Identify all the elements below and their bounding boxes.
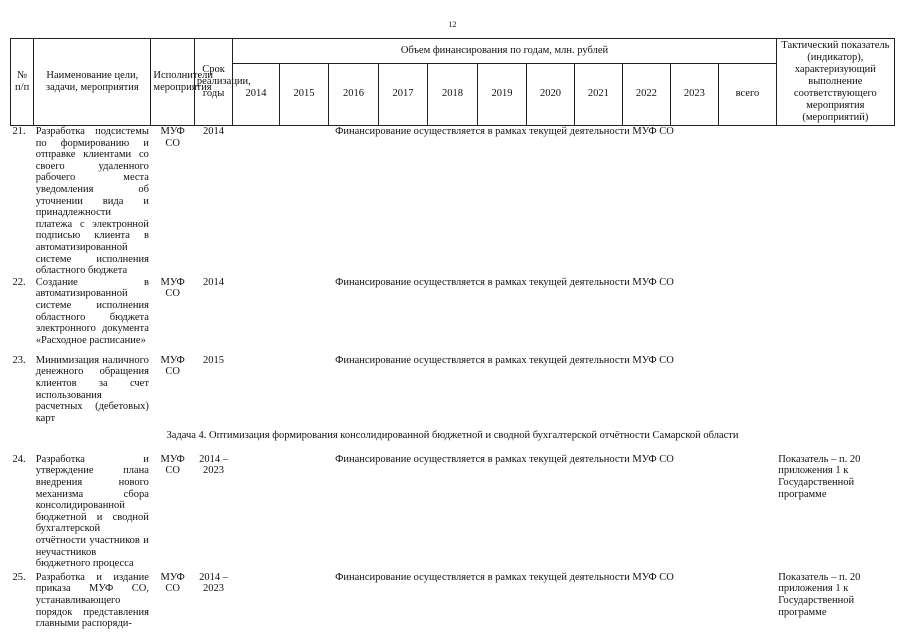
row-term: 2014 – 2023 (199, 453, 228, 477)
row-funding: Финансирование осуществляется в рамках текущей деятельности МУФ СО (335, 571, 674, 583)
program-table (10, 38, 895, 634)
header-year: 2014 (233, 63, 279, 125)
header-funding: Объем финансирования по годам, млн. рублей (233, 39, 776, 64)
header-total: всего (719, 63, 777, 125)
header-year: 2016 (329, 63, 379, 125)
header-name: Наименование цели, задачи, мероприятия (34, 39, 151, 126)
table-row (11, 454, 895, 572)
page-number: 12 (448, 20, 457, 29)
row-funding: Финансирование осуществляется в рамках текущей деятельности МУФ СО (335, 276, 674, 288)
header-indicator: Тактический показатель (индикатор), характеризующий выполнение соответствующего мероприятия (мероприятий) (776, 39, 894, 126)
table-header (11, 39, 895, 126)
row-num: 21. (12, 126, 26, 137)
header-year: 2022 (623, 63, 670, 125)
table-row (11, 572, 895, 634)
table-row (11, 277, 895, 355)
header-term: Срок реализации, годы (194, 39, 232, 126)
row-term: 2015 (203, 354, 225, 366)
task-heading: Задача 4. Оптимизация формирования консолидированной бюджетной и сводной бухгалтерской отчётности Самарской области (166, 430, 739, 442)
header-year: 2020 (527, 63, 574, 125)
row-executor: МУФ СО (160, 354, 185, 378)
header-num: № п/п (11, 39, 34, 126)
header-year: 2021 (574, 63, 622, 125)
row-name: Разработка и утверждение плана внедрения нового механизма сбора консолидированной бюджетной и сводной бухгалтерской отчётности участников и неучастников бюджетного процесса (35, 453, 149, 570)
row-indicator (776, 277, 894, 355)
row-num: 24. (12, 453, 26, 465)
row-name: Разработка и издание приказа МУФ СО, устанавливающего порядок представления главными распоряди- (35, 571, 149, 630)
header-year: 2015 (279, 63, 329, 125)
row-indicator: Показатель – п. 20 приложения 1 к Государственной программе (778, 453, 861, 500)
header-year: 2017 (378, 63, 428, 125)
row-term: 2014 (203, 126, 225, 137)
row-name: Создание в автоматизированной системе исполнения областного бюджета электронного документа «Расходное расписание» (35, 276, 149, 346)
header-year: 2023 (670, 63, 718, 125)
row-num: 23. (12, 354, 26, 366)
row-term: 2014 (203, 276, 225, 288)
header-executor: Исполнители мероприятия (151, 39, 194, 126)
row-executor: МУФ СО (160, 126, 185, 149)
task-heading-row (11, 424, 895, 454)
row-funding: Финансирование осуществляется в рамках текущей деятельности МУФ СО (335, 126, 674, 137)
header-year: 2018 (428, 63, 478, 125)
row-executor: МУФ СО (160, 571, 185, 595)
row-executor: МУФ СО (160, 453, 185, 477)
row-funding: Финансирование осуществляется в рамках текущей деятельности МУФ СО (335, 354, 674, 366)
row-indicator (776, 355, 894, 425)
table-row (11, 355, 895, 425)
row-executor: МУФ СО (160, 276, 185, 300)
row-term: 2014 – 2023 (199, 571, 228, 595)
header-year: 2019 (477, 63, 527, 125)
row-num: 25. (12, 571, 26, 583)
row-funding: Финансирование осуществляется в рамках текущей деятельности МУФ СО (335, 453, 674, 465)
row-indicator: Показатель – п. 20 приложения 1 к Государственной программе (778, 571, 861, 618)
row-num: 22. (12, 276, 26, 288)
table-row (11, 126, 895, 277)
row-name: Разработка подсистемы по формированию и отправке клиентами со своего удаленного рабочего места уведомления об уточнении вида и принадлежности платежа с электронной подписью клиента в автоматизированной системе исполнения областного бюджета (35, 126, 149, 277)
row-name: Минимизация наличного денежного обращения клиентов за счет использования расчетных (дебетовых) карт (35, 354, 149, 424)
row-indicator (776, 126, 894, 277)
